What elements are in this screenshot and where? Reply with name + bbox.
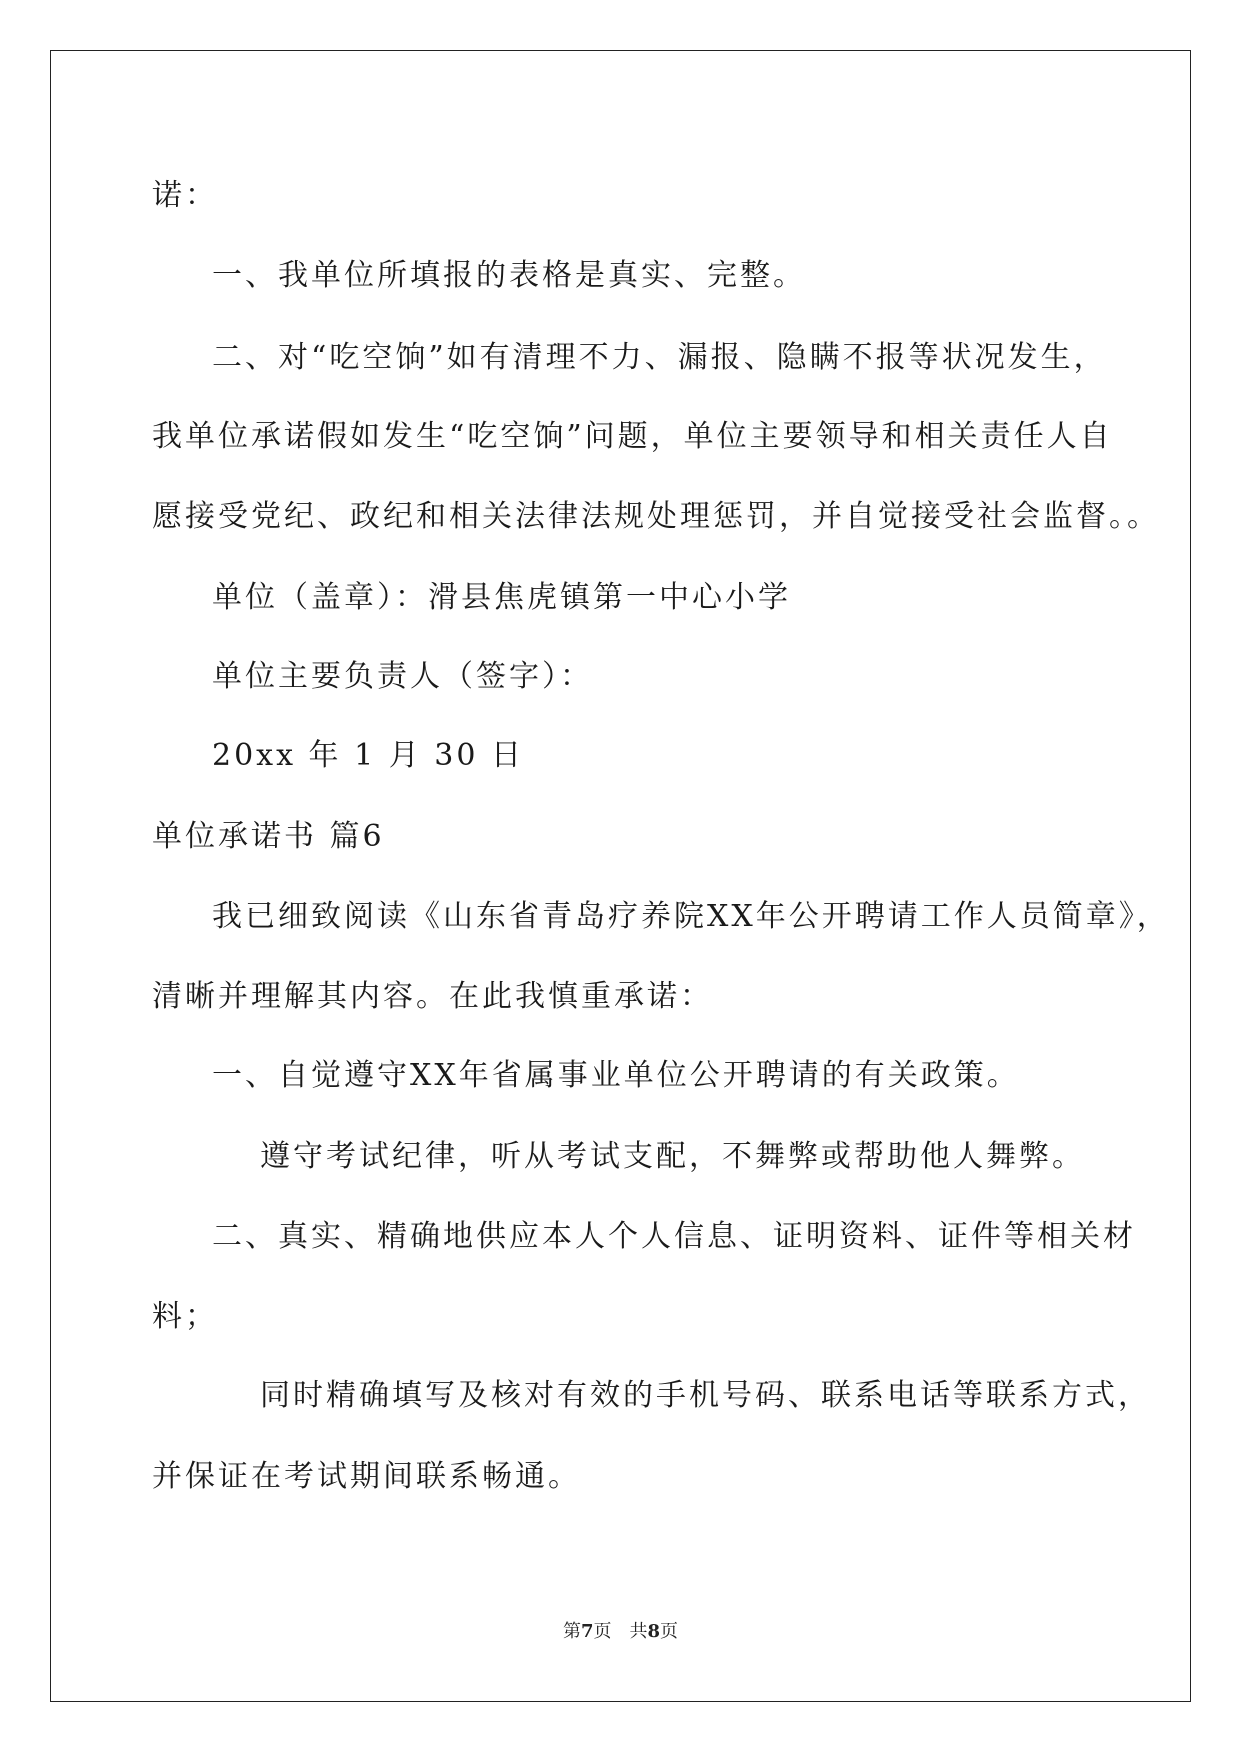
footer-suffix: 页 bbox=[660, 1621, 679, 1642]
text-line: 一、我单位所填报的表格是真实、完整。 bbox=[212, 258, 806, 293]
footer-middle: 页 共 bbox=[593, 1621, 648, 1642]
signature-unit: 单位（盖章）：滑县焦虎镇第一中心小学 bbox=[212, 580, 791, 615]
signature-principal: 单位主要负责人（签字）： bbox=[212, 659, 593, 694]
text-line: 料； bbox=[152, 1299, 218, 1334]
text-line: 我已细致阅读《山东省青岛疗养院XX年公开聘请工作人员简章》， bbox=[212, 899, 1170, 934]
text-line: 二、真实、精确地供应本人个人信息、证明资料、证件等相关材 bbox=[212, 1219, 1136, 1254]
text-line: 诺： bbox=[152, 178, 218, 213]
text-line: 愿接受党纪、政纪和相关法律法规处理惩罚，并自觉接受社会监督。。 bbox=[152, 499, 1160, 534]
text-line: 并保证在考试期间联系畅通。 bbox=[152, 1459, 581, 1494]
text-line: 一、自觉遵守XX年省属事业单位公开聘请的有关政策。 bbox=[212, 1058, 1020, 1093]
date-line: 20xx 年 1 月 30 日 bbox=[212, 738, 524, 773]
text-line: 清晰并理解其内容。在此我慎重承诺： bbox=[152, 979, 713, 1014]
total-pages-number: 8 bbox=[647, 1621, 661, 1642]
section-heading: 单位承诺书 篇6 bbox=[152, 819, 385, 854]
text-line: 二、对“吃空饷”如有清理不力、漏报、隐瞒不报等状况发生， bbox=[212, 340, 1107, 375]
page-footer bbox=[0, 1621, 1241, 1643]
text-line: 同时精确填写及核对有效的手机号码、联系电话等联系方式， bbox=[260, 1378, 1151, 1413]
text-line: 我单位承诺假如发生“吃空饷”问题，单位主要领导和相关责任人自 bbox=[152, 419, 1113, 454]
text-line: 遵守考试纪律，听从考试支配，不舞弊或帮助他人舞弊。 bbox=[260, 1139, 1085, 1174]
current-page-number: 7 bbox=[580, 1621, 594, 1642]
footer-prefix: 第 bbox=[562, 1621, 581, 1642]
page-border bbox=[50, 50, 1191, 1702]
